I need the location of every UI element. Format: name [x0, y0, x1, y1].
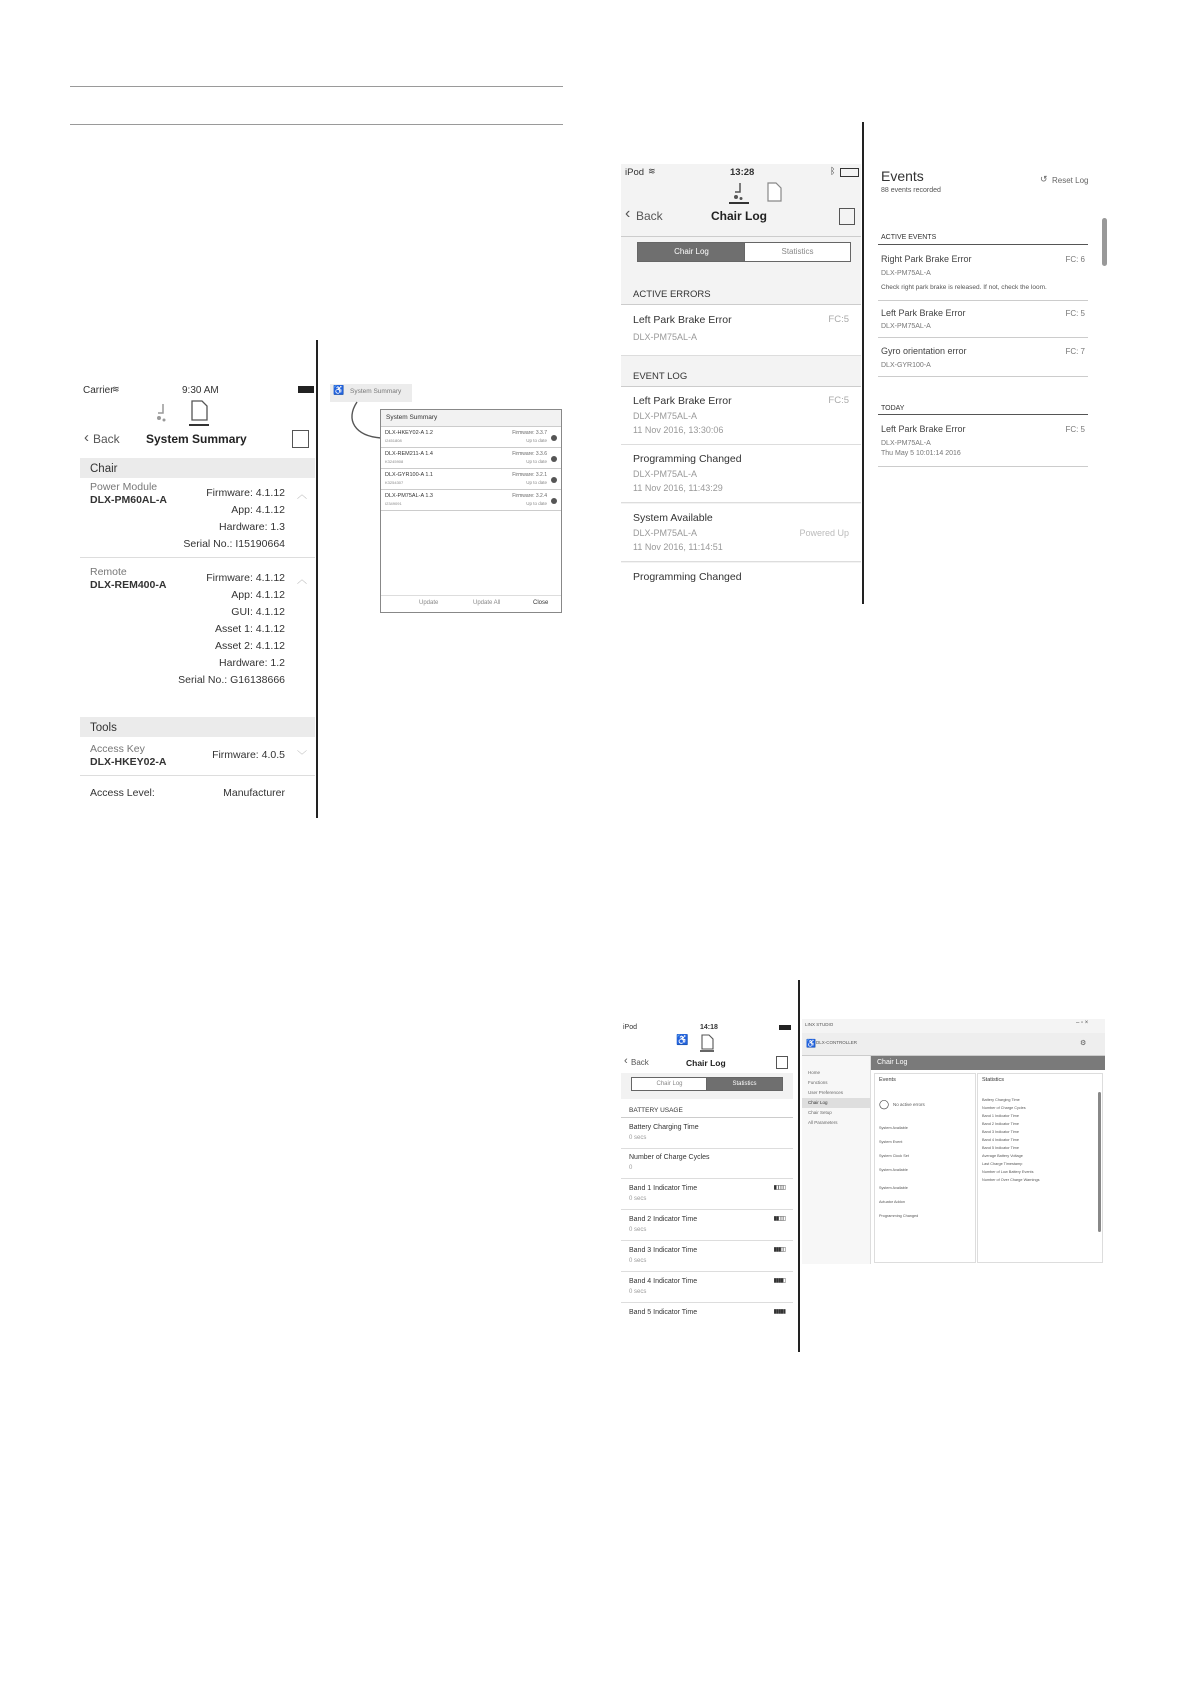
callout-connector: [345, 400, 385, 440]
active-errors-header: ACTIVE ERRORS: [633, 289, 711, 300]
event-item-module: DLX-PM75AL-A: [881, 440, 931, 447]
wifi-icon: ≋: [112, 384, 120, 394]
stat-title: Battery Charging Time: [629, 1124, 699, 1131]
back-button[interactable]: Back: [93, 432, 120, 446]
sidebar-item-all-parameters[interactable]: All Parameters: [808, 1120, 838, 1125]
nav-divider: [621, 236, 861, 237]
page-title: Chair Log: [711, 209, 767, 223]
device-row[interactable]: DLX-HKEY02-A 1.2 I2451808 Firmware: 3.3.7 Up to date: [381, 427, 561, 448]
stat-row[interactable]: [621, 1148, 793, 1179]
stat-title: Band 5 Indicator Time: [629, 1309, 698, 1316]
stat-value: 0 secs: [629, 1227, 647, 1233]
event-date: 11 Nov 2016, 11:43:29: [633, 483, 723, 493]
power-serial: Serial No.: I15190664: [183, 538, 285, 550]
stat-row[interactable]: [621, 1272, 793, 1303]
power-module-label: Power Module: [90, 481, 158, 493]
device-model: DLX-REM211-A 1.4: [385, 451, 433, 457]
battery-icon: [779, 1025, 791, 1030]
event-item-module: DLX-PM75AL-A: [881, 270, 931, 277]
battery-band-icon: ▮▯▯▯▯: [773, 1185, 785, 1191]
update-button[interactable]: Update: [419, 600, 439, 606]
stat-title: Band 4 Indicator Time: [629, 1278, 698, 1285]
access-key-model: DLX-HKEY02-A: [90, 756, 167, 768]
reset-icon[interactable]: ↺: [1040, 174, 1048, 184]
event-row[interactable]: [621, 445, 861, 503]
device-firmware: Firmware: 3.3.6: [512, 451, 547, 457]
document-icon[interactable]: [700, 1034, 712, 1050]
wheelchair-icon[interactable]: ♿: [676, 1035, 689, 1046]
event-item[interactable]: [878, 338, 1088, 377]
tools-header: Tools: [90, 722, 117, 734]
stat-list-item: Band 2 Indicator Time: [982, 1122, 1019, 1126]
battery-band-icon: ▮▮▮▯▯: [773, 1247, 785, 1253]
event-item-date: Thu May 5 10:01:14 2016: [881, 450, 961, 457]
stat-list-item: Average Battery Voltage: [982, 1154, 1023, 1158]
remote-label: Remote: [90, 566, 127, 578]
segment-statistics[interactable]: Statistics: [744, 242, 851, 262]
event-row[interactable]: [621, 504, 861, 562]
wheelchair-icon[interactable]: [729, 180, 749, 202]
event-list-item[interactable]: System Clock Set: [879, 1154, 909, 1158]
event-item[interactable]: [878, 416, 1088, 467]
battery-band-icon: ▮▮▮▮▮: [773, 1309, 785, 1315]
active-error-row[interactable]: [621, 304, 861, 356]
update-all-button[interactable]: Update All: [473, 600, 501, 606]
event-item-title: Right Park Brake Error: [881, 254, 972, 264]
power-firmware: Firmware: 4.1.12: [206, 487, 285, 499]
check-circle-icon: ◯: [879, 1099, 890, 1109]
clock-label: 13:28: [730, 167, 755, 178]
stat-title: Band 2 Indicator Time: [629, 1216, 698, 1223]
stat-list-item: Band 3 Indicator Time: [982, 1130, 1019, 1134]
chevron-up-icon[interactable]: ︿: [297, 490, 307, 501]
back-button[interactable]: Back: [636, 209, 663, 223]
status-dot-icon: [551, 477, 557, 483]
stat-value: 0: [629, 1165, 633, 1171]
remote-asset1: Asset 1: 4.1.12: [214, 623, 285, 635]
event-item-code: FC: 6: [1065, 255, 1085, 264]
content-header: [871, 1056, 1105, 1070]
clipboard-icon[interactable]: [292, 430, 309, 448]
stat-title: Band 3 Indicator Time: [629, 1247, 698, 1254]
event-title: Left Park Brake Error: [633, 395, 732, 407]
section-header-tools: [80, 717, 315, 737]
back-chevron-icon[interactable]: ‹: [84, 429, 89, 446]
clock-label: 9:30 AM: [182, 385, 219, 396]
event-log-header: EVENT LOG: [633, 371, 688, 382]
events-count: 88 events recorded: [881, 187, 941, 194]
event-item-title: Left Park Brake Error: [881, 424, 966, 434]
access-key-firmware: Firmware: 4.0.5: [212, 749, 285, 761]
carrier-label: iPod: [625, 167, 645, 178]
device-firmware: Firmware: 3.2.1: [512, 472, 547, 478]
sidebar-item-user-preferences[interactable]: User Preferences: [808, 1090, 844, 1095]
stat-list-item: Band 1 Indicator Time: [982, 1114, 1019, 1118]
clipboard-icon[interactable]: [776, 1056, 788, 1069]
statistics-column: [977, 1073, 1103, 1263]
device-model: DLX-GYR100-A 1.1: [385, 472, 433, 478]
events-title: Events: [879, 1077, 896, 1083]
remote-hardware: Hardware: 1.2: [219, 657, 285, 669]
error-code: FC:5: [828, 314, 849, 325]
settings-icon[interactable]: ⚙: [1080, 1040, 1087, 1047]
clock-label: 14:18: [700, 1024, 718, 1031]
event-module: DLX-PM75AL-A: [633, 411, 698, 421]
segment-statistics[interactable]: Statistics: [706, 1077, 783, 1091]
document-icon[interactable]: [189, 400, 209, 424]
window-controls-icon[interactable]: – ▫ ×: [1076, 1020, 1089, 1026]
row-divider: [80, 557, 315, 558]
section-header-chair: [80, 458, 315, 478]
device-status: Up to date: [526, 438, 547, 443]
top-area: [621, 164, 861, 234]
event-list-item[interactable]: System Event: [879, 1140, 903, 1144]
stat-title: Number of Charge Cycles: [629, 1154, 710, 1161]
sidebar-item-functions[interactable]: Functions: [808, 1080, 828, 1085]
segment-chair-log[interactable]: Chair Log: [631, 1077, 708, 1091]
desktop-window: [802, 1019, 1105, 1264]
device-row[interactable]: DLX-PM75AL-A 1.3 I2349091 Firmware: 3.2.4 Up to date: [381, 490, 561, 511]
power-module-row[interactable]: [80, 479, 315, 554]
error-title: Left Park Brake Error: [633, 314, 732, 326]
wifi-icon: ≋: [648, 166, 656, 176]
access-level-value: Manufacturer: [223, 787, 285, 799]
stat-list-item: Last Charge Timestamp: [982, 1162, 1023, 1166]
statistics-screen: [621, 1021, 793, 1321]
wheelchair-icon: ♿: [806, 1039, 816, 1048]
access-level-label: Access Level:: [90, 787, 155, 799]
back-chevron-icon[interactable]: ‹: [625, 205, 631, 222]
divider-line: [798, 980, 800, 1352]
access-key-row[interactable]: [80, 743, 315, 776]
access-level-row: [80, 785, 315, 805]
back-chevron-icon[interactable]: ‹: [624, 1055, 628, 1067]
device-row[interactable]: DLX-REM211-A 1.4 K3245908 Firmware: 3.3.6 Up to date: [381, 448, 561, 469]
stat-value: 0 secs: [629, 1258, 647, 1264]
system-summary-screen: [80, 381, 315, 816]
carrier-label: Carrier: [83, 385, 114, 396]
remote-row[interactable]: [80, 566, 315, 690]
event-date: 11 Nov 2016, 13:30:06: [633, 425, 724, 435]
wheelchair-icon: ♿: [333, 385, 345, 395]
back-button[interactable]: Back: [631, 1058, 649, 1067]
event-item-title: Gyro orientation error: [881, 346, 967, 356]
status-dot-icon: [551, 498, 557, 504]
stat-list-item: Number of Low Battery Events: [982, 1170, 1034, 1174]
device-status: Up to date: [526, 480, 547, 485]
event-list-item[interactable]: System Available: [879, 1126, 908, 1130]
chair-log-screen: [621, 164, 861, 594]
scrollbar[interactable]: [1102, 218, 1107, 266]
device-firmware: Firmware: 3.3.7: [512, 430, 547, 436]
divider-line: [862, 122, 864, 604]
event-title: Programming Changed: [633, 571, 742, 583]
battery-band-icon: ▮▮▯▯▯: [773, 1216, 785, 1222]
stat-row[interactable]: [621, 1303, 793, 1321]
device-firmware: Firmware: 3.2.4: [512, 493, 547, 499]
event-item[interactable]: [878, 246, 1088, 301]
stat-value: 0 secs: [629, 1289, 647, 1295]
segment-chair-log[interactable]: Chair Log: [637, 242, 746, 262]
stat-row[interactable]: [621, 1179, 793, 1210]
stat-list-item: Number of Charge Cycles: [982, 1106, 1026, 1110]
system-summary-dialog: [380, 409, 562, 613]
remote-asset2: Asset 2: 4.1.12: [214, 640, 285, 652]
stat-value: 0 secs: [629, 1196, 647, 1202]
event-list-item[interactable]: Actuator Addon: [879, 1200, 905, 1204]
today-header: TODAY: [881, 405, 905, 412]
stat-value: 0 secs: [629, 1135, 647, 1141]
events-panel: [878, 160, 1108, 470]
chevron-down-icon[interactable]: ﹀: [297, 751, 307, 762]
error-module: DLX-PM75AL-A: [633, 332, 698, 342]
stat-list-item: Band 5 Indicator Time: [982, 1146, 1019, 1150]
stat-row[interactable]: [621, 1210, 793, 1241]
event-item-module: DLX-GYR100-A: [881, 362, 931, 369]
close-button[interactable]: Close: [533, 600, 549, 606]
statistics-title: Statistics: [982, 1077, 1005, 1083]
event-list-item[interactable]: Programming Changed: [879, 1214, 919, 1218]
remote-serial: Serial No.: G16138666: [178, 674, 285, 686]
document-icon[interactable]: [766, 182, 782, 202]
event-title: System Available: [633, 512, 713, 524]
stat-list-item: Number of Over Charge Warnings: [982, 1178, 1040, 1182]
no-active-errors: No active errors: [893, 1102, 925, 1107]
device-status: Up to date: [526, 501, 547, 506]
carrier-label: iPod: [623, 1024, 638, 1031]
device-row[interactable]: DLX-GYR100-A 1.1 K3254307 Firmware: 3.2.1 Up to date: [381, 469, 561, 490]
toolbar: [802, 1033, 1105, 1056]
sidebar: [802, 1056, 871, 1264]
event-code: FC:5: [828, 395, 849, 406]
status-dot-icon: [551, 456, 557, 462]
event-item-module: DLX-PM75AL-A: [881, 323, 931, 330]
event-row[interactable]: [621, 563, 861, 594]
access-key-label: Access Key: [90, 743, 145, 755]
device-status: Up to date: [526, 459, 547, 464]
active-events-header: ACTIVE EVENTS: [881, 234, 937, 241]
stat-row[interactable]: [621, 1117, 793, 1149]
battery-icon: [840, 168, 859, 177]
event-date: 11 Nov 2016, 11:14:51: [633, 542, 723, 552]
event-code: Powered Up: [799, 528, 849, 538]
content-title: Chair Log: [877, 1059, 908, 1066]
chair-name: DLX-CONTROLLER: [816, 1040, 858, 1045]
bluetooth-icon: ᛒ: [830, 166, 836, 176]
page-title: System Summary: [146, 432, 247, 446]
title-bar: [802, 1019, 1105, 1033]
tab-label: System Summary: [350, 388, 402, 395]
clipboard-icon[interactable]: [839, 208, 855, 225]
stat-row[interactable]: [621, 1241, 793, 1272]
event-list-item[interactable]: System Available: [879, 1186, 908, 1190]
event-row[interactable]: [621, 386, 861, 445]
reset-log-button[interactable]: Reset Log: [1052, 176, 1089, 185]
chair-header: Chair: [90, 463, 118, 475]
power-hardware: Hardware: 1.3: [219, 521, 285, 533]
top-rule: [70, 86, 563, 87]
event-item-code: FC: 5: [1065, 309, 1085, 318]
divider-line: [316, 340, 318, 818]
dialog-title: System Summary: [386, 414, 438, 421]
device-model: DLX-PM75AL-A 1.3: [385, 493, 433, 499]
sidebar-item-chair-log[interactable]: Chair Log: [808, 1100, 828, 1105]
stat-list-item: Battery Charging Time: [982, 1098, 1020, 1102]
stat-list-item: Band 4 Indicator Time: [982, 1138, 1019, 1142]
event-list-item[interactable]: System Available: [879, 1168, 908, 1172]
battery-icon: [298, 386, 314, 393]
page-title: Chair Log: [686, 1058, 726, 1068]
scrollbar[interactable]: [1098, 1092, 1101, 1232]
remote-firmware: Firmware: 4.1.12: [206, 572, 285, 584]
battery-band-icon: ▮▮▮▮▯: [773, 1278, 785, 1284]
status-dot-icon: [551, 435, 557, 441]
second-rule: [70, 124, 563, 125]
stat-title: Band 1 Indicator Time: [629, 1185, 698, 1192]
event-item-note: Check right park brake is released. If not, check the loom.: [881, 284, 1047, 291]
events-title: Events: [881, 168, 924, 184]
nav-bar: [80, 425, 315, 451]
sidebar-item-home[interactable]: Home: [808, 1070, 821, 1075]
event-title: Programming Changed: [633, 453, 742, 465]
power-module-model: DLX-PM60AL-A: [90, 494, 168, 506]
event-item[interactable]: [878, 301, 1088, 338]
device-model: DLX-HKEY02-A 1.2: [385, 430, 433, 436]
dialog-footer: [381, 595, 561, 612]
event-item-code: FC: 5: [1065, 425, 1085, 434]
remote-gui: GUI: 4.1.12: [231, 606, 285, 618]
remote-app: App: 4.1.12: [231, 589, 285, 601]
event-module: DLX-PM75AL-A: [633, 528, 698, 538]
event-module: DLX-PM75AL-A: [633, 469, 698, 479]
chevron-up-icon[interactable]: ︿: [297, 575, 307, 586]
remote-model: DLX-REM400-A: [90, 579, 167, 591]
event-item-title: Left Park Brake Error: [881, 308, 966, 318]
sidebar-item-chair-setup[interactable]: Chair Setup: [808, 1110, 832, 1115]
app-title: LINX STUDIO: [805, 1022, 834, 1027]
event-item-code: FC: 7: [1065, 347, 1085, 356]
dialog-header: [381, 410, 561, 427]
events-column: [874, 1073, 976, 1263]
power-app: App: 4.1.12: [231, 504, 285, 516]
battery-usage-header: BATTERY USAGE: [629, 1107, 683, 1114]
wheelchair-icon: [152, 401, 172, 423]
